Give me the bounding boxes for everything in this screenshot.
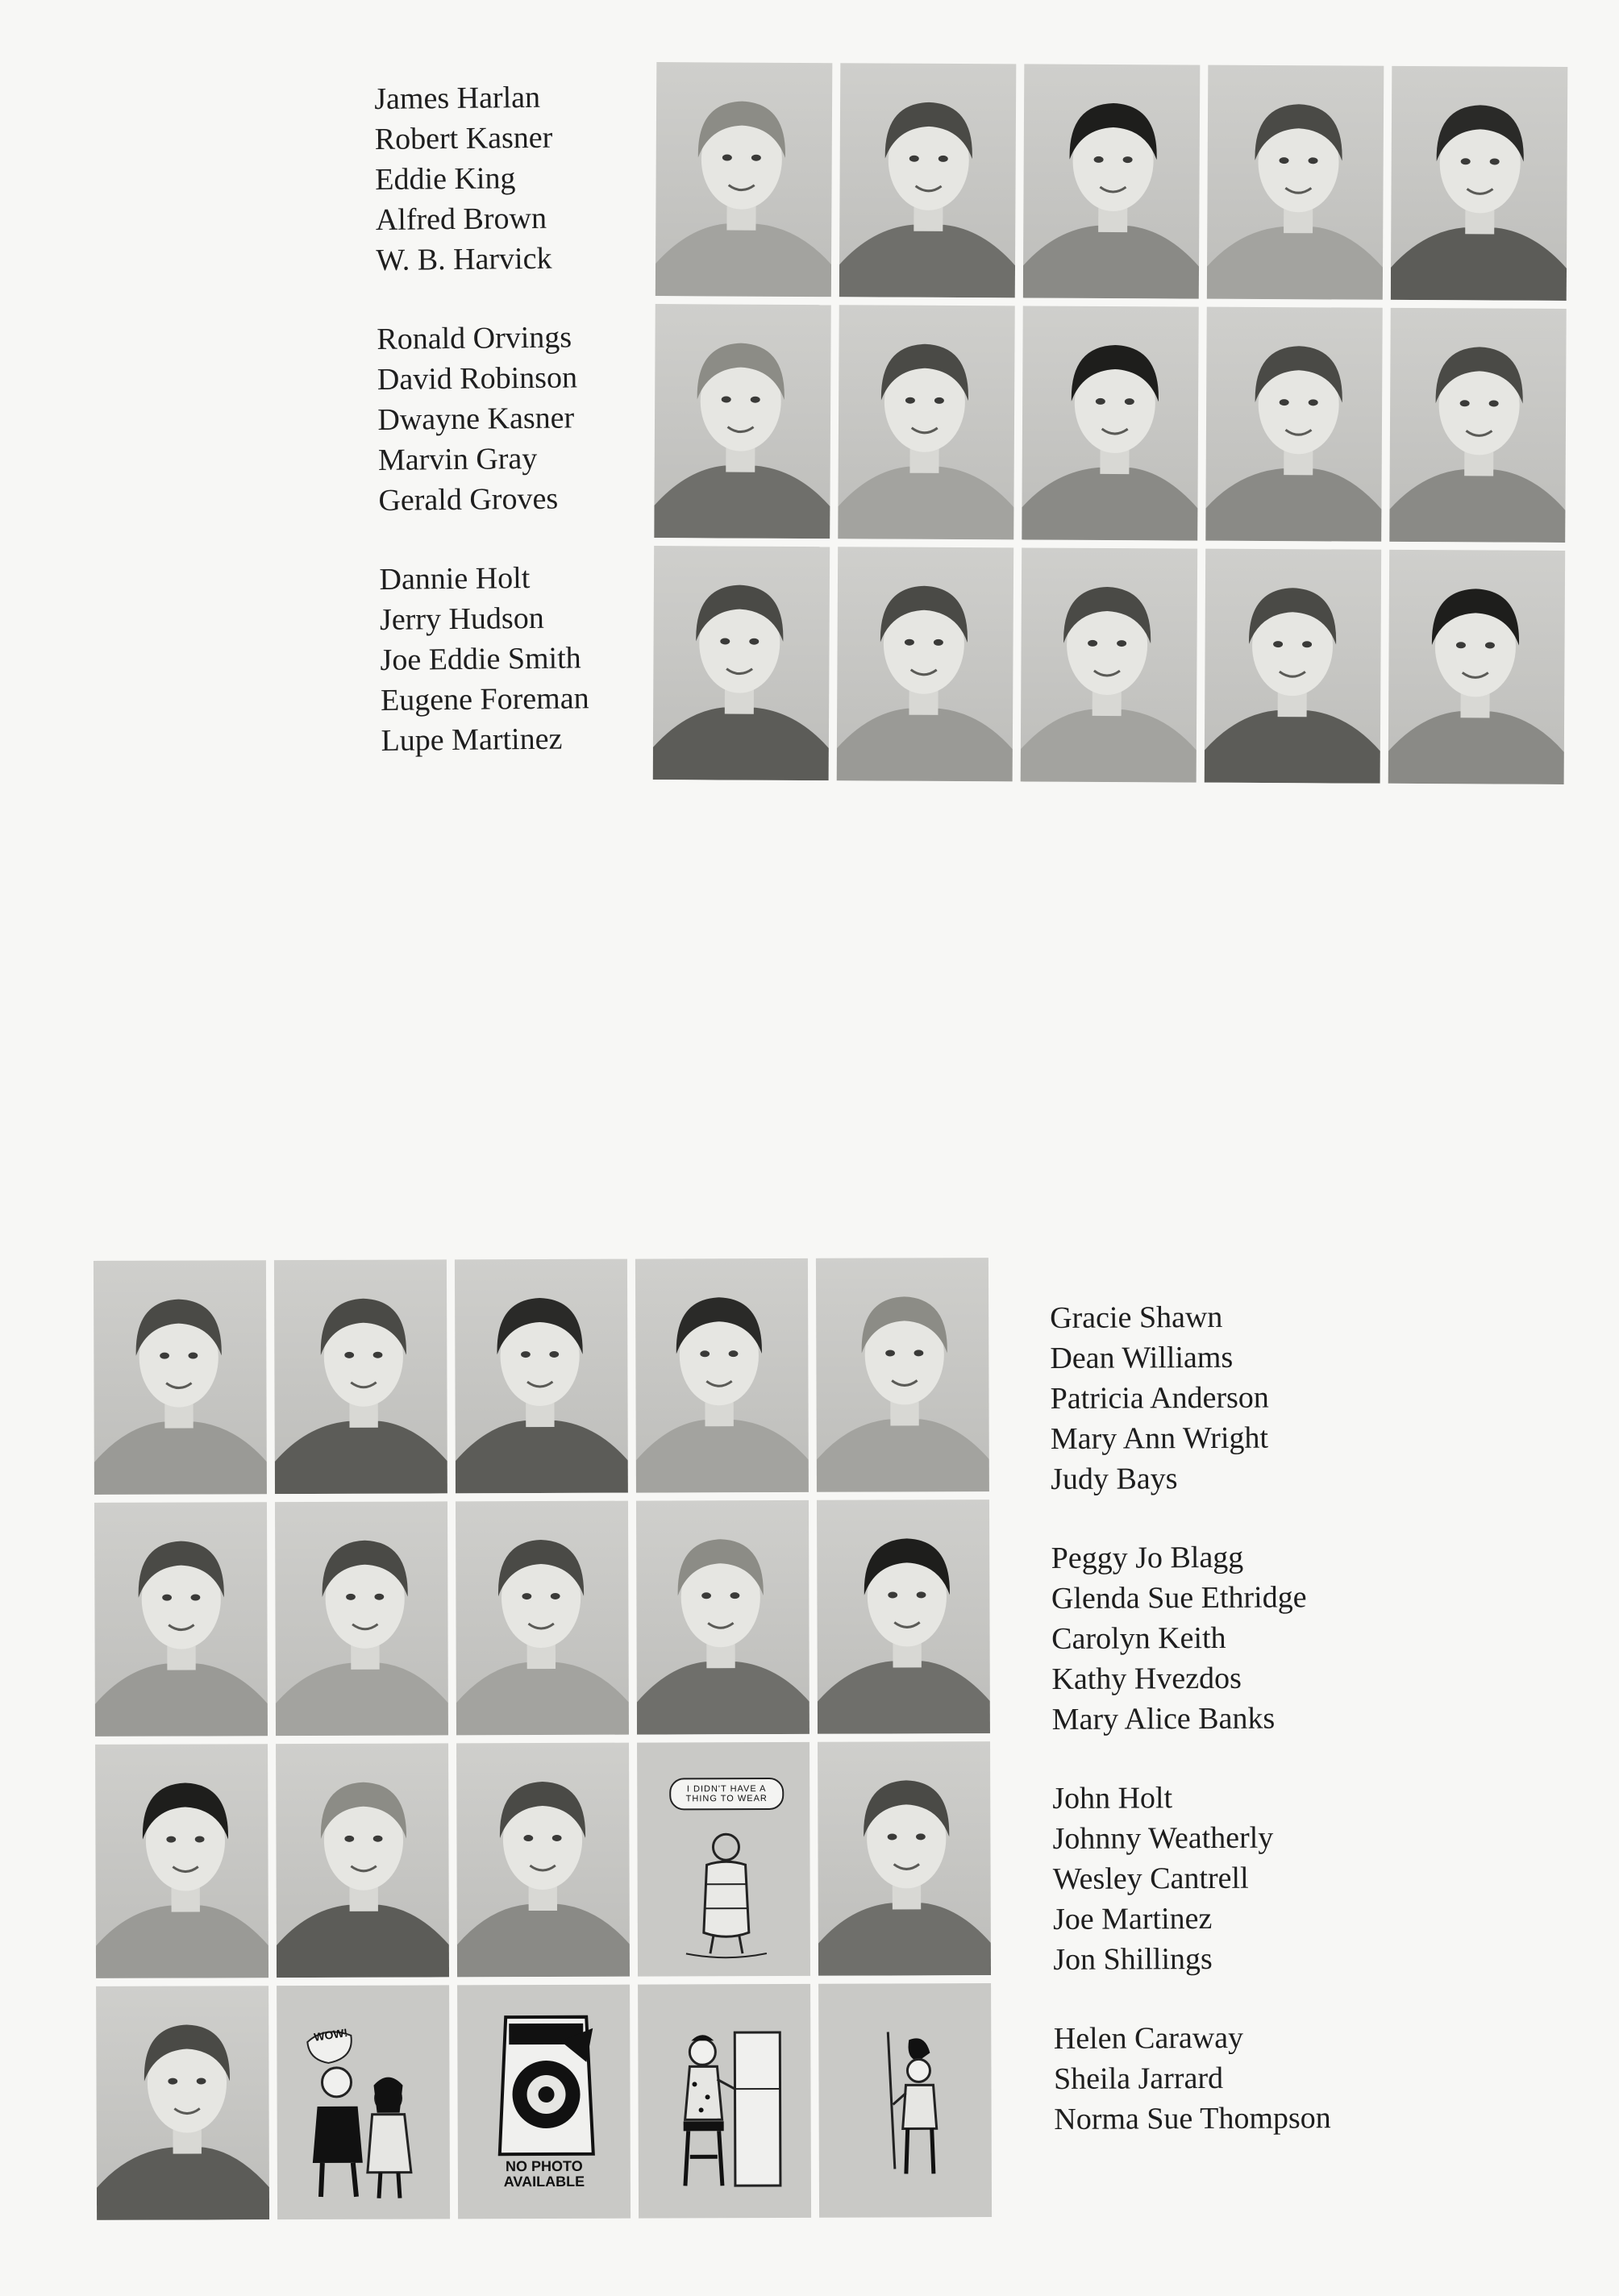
portrait-silhouette-icon xyxy=(839,63,1017,297)
portrait-silhouette-icon xyxy=(817,1499,990,1734)
portrait-silhouette-icon xyxy=(94,1260,267,1495)
student-name: Carolyn Keith xyxy=(1051,1620,1226,1656)
student-photo xyxy=(816,1258,989,1492)
student-name: Ronald Orvings xyxy=(377,320,572,356)
portrait-silhouette-icon xyxy=(275,1501,448,1736)
portrait-silhouette-icon xyxy=(1205,549,1382,784)
portrait-silhouette-icon xyxy=(455,1259,628,1494)
student-name: Jerry Hudson xyxy=(379,601,544,637)
speech-bubble: I DIDN'T HAVE A THING TO WEAR xyxy=(669,1778,784,1810)
student-name: Norma Sue Thompson xyxy=(1054,2101,1331,2136)
student-photo xyxy=(95,1744,268,1978)
student-photo xyxy=(1207,65,1384,300)
student-name: W. B. Harvick xyxy=(376,241,552,277)
bottom-name-list xyxy=(1050,1296,1331,2178)
student-photo xyxy=(275,1501,448,1736)
name-group xyxy=(1052,1777,1330,1980)
barrel-figure-icon xyxy=(637,1742,810,1977)
student-photo xyxy=(656,62,833,297)
top-name-list xyxy=(374,77,590,800)
student-photo xyxy=(837,547,1014,781)
student-photo xyxy=(94,1502,268,1737)
portrait-silhouette-icon xyxy=(1391,66,1568,301)
portrait-silhouette-icon xyxy=(1022,306,1199,540)
student-name: Mary Ann Wright xyxy=(1050,1420,1269,1456)
bottom-photo-grid xyxy=(94,1258,992,2220)
girl-at-piano-icon xyxy=(638,1984,811,2219)
portrait-silhouette-icon xyxy=(456,1501,629,1736)
portrait-silhouette-icon xyxy=(653,546,830,780)
portrait-silhouette-icon xyxy=(635,1258,809,1493)
cartoon-nothing-to-wear xyxy=(637,1742,810,1977)
no-photo-placeholder xyxy=(457,1985,631,2219)
no-photo-text: NO PHOTO AVAILABLE xyxy=(503,2157,585,2190)
student-name: Dannie Holt xyxy=(379,561,531,597)
student-photo xyxy=(818,1741,991,1976)
portrait-silhouette-icon xyxy=(636,1500,810,1735)
student-name: Johnny Weatherly xyxy=(1052,1820,1274,1856)
student-photo xyxy=(1205,307,1383,542)
name-group xyxy=(1054,2017,1331,2140)
top-photo-grid xyxy=(653,62,1568,784)
name-group xyxy=(379,557,589,761)
portrait-silhouette-icon xyxy=(274,1259,447,1494)
portrait-silhouette-icon xyxy=(1388,550,1566,784)
student-photo xyxy=(653,546,830,780)
portrait-silhouette-icon xyxy=(276,1743,449,1978)
student-name: Glenda Sue Ethridge xyxy=(1051,1580,1307,1616)
name-group xyxy=(377,317,587,521)
majorette-icon xyxy=(818,1983,992,2218)
student-photo xyxy=(96,1986,269,2220)
student-name: Robert Kasner xyxy=(374,120,553,156)
portrait-silhouette-icon xyxy=(94,1502,268,1737)
cartoon-wow-couple xyxy=(277,1985,450,2219)
student-photo xyxy=(1021,547,1198,782)
student-name: Patricia Anderson xyxy=(1050,1380,1269,1416)
student-name: Eddie King xyxy=(375,161,516,197)
student-name: Lupe Martinez xyxy=(381,722,563,758)
student-name: Eugene Foreman xyxy=(380,681,589,718)
student-photo xyxy=(1022,306,1199,540)
student-name: Joe Martinez xyxy=(1052,1901,1213,1936)
student-photo xyxy=(1205,549,1382,784)
student-name: Dwayne Kasner xyxy=(377,401,575,437)
cartoon-majorette xyxy=(818,1983,992,2218)
student-photo xyxy=(838,305,1015,539)
wow-text: WOW! xyxy=(313,2026,349,2044)
portrait-silhouette-icon xyxy=(837,547,1014,781)
student-name: Marvin Gray xyxy=(377,441,538,477)
student-photo xyxy=(654,304,831,539)
student-name: Mary Alice Banks xyxy=(1051,1701,1276,1737)
student-name: Jon Shillings xyxy=(1053,1941,1213,1977)
student-name: Joe Eddie Smith xyxy=(380,641,581,677)
portrait-silhouette-icon xyxy=(656,62,833,297)
portrait-silhouette-icon xyxy=(96,1986,269,2220)
portrait-silhouette-icon xyxy=(654,304,831,539)
student-photo xyxy=(276,1743,449,1978)
name-group xyxy=(374,77,585,281)
student-name: Alfred Brown xyxy=(375,201,547,237)
student-name: Wesley Cantrell xyxy=(1052,1861,1249,1896)
name-group xyxy=(1051,1537,1330,1740)
student-name: James Harlan xyxy=(374,80,541,116)
cartoon-girl-piano xyxy=(638,1984,811,2219)
student-photo xyxy=(455,1259,628,1494)
student-name: David Robinson xyxy=(377,360,578,397)
student-photo xyxy=(1391,66,1568,301)
student-name: Gerald Groves xyxy=(378,481,559,518)
student-name: Peggy Jo Blagg xyxy=(1051,1540,1244,1575)
student-photo xyxy=(1389,308,1567,543)
portrait-silhouette-icon xyxy=(838,305,1015,539)
cartoon-couple-icon xyxy=(277,1985,450,2219)
portrait-silhouette-icon xyxy=(1205,307,1383,542)
student-name: Helen Caraway xyxy=(1053,2020,1244,2056)
student-name: Dean Williams xyxy=(1050,1340,1234,1375)
student-name: Sheila Jarrard xyxy=(1053,2061,1224,2096)
portrait-silhouette-icon xyxy=(1389,308,1567,543)
portrait-silhouette-icon xyxy=(1207,65,1384,300)
student-photo xyxy=(817,1499,990,1734)
student-photo xyxy=(456,1501,629,1736)
portrait-silhouette-icon xyxy=(816,1258,989,1492)
student-photo xyxy=(839,63,1017,297)
student-photo xyxy=(635,1258,809,1493)
student-photo xyxy=(1388,550,1566,784)
portrait-silhouette-icon xyxy=(95,1744,268,1978)
student-name: John Holt xyxy=(1052,1781,1173,1816)
student-name: Gracie Shawn xyxy=(1050,1300,1223,1335)
student-photo xyxy=(94,1260,267,1495)
student-name: Judy Bays xyxy=(1051,1462,1178,1496)
student-photo xyxy=(274,1259,447,1494)
portrait-silhouette-icon xyxy=(456,1743,630,1978)
portrait-silhouette-icon xyxy=(1023,64,1201,298)
name-group xyxy=(1050,1296,1328,1499)
student-name: Kathy Hvezdos xyxy=(1051,1661,1242,1696)
student-photo xyxy=(636,1500,810,1735)
portrait-silhouette-icon xyxy=(818,1741,991,1976)
portrait-silhouette-icon xyxy=(1021,547,1198,782)
student-photo xyxy=(1023,64,1201,298)
student-photo xyxy=(456,1743,630,1978)
